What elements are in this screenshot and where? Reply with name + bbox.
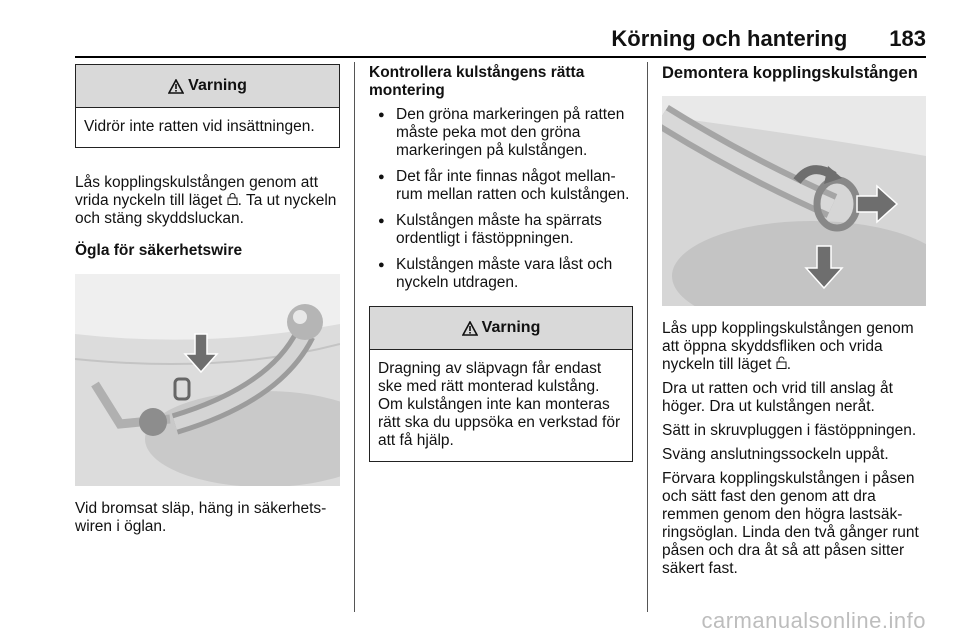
list-item: ● Kulstången måste vara låst och nyckeln utdragen.: [369, 256, 633, 292]
page-header: [611, 26, 926, 52]
column-1: [75, 64, 340, 536]
column-3: [662, 64, 926, 578]
list-item: ● Det får inte finnas något mellan-rum mellan ratten och kulstången.: [369, 168, 633, 204]
page-number: 183: [889, 26, 926, 51]
column-2: [369, 64, 633, 462]
lock-paragraph: Lås kopplingskulstången genom att vrida nyckeln till läget . Ta ut nyckeln och stäng skyddsluckan.: [75, 174, 337, 227]
warning-text: Vidrör inte ratten vid insättningen.: [84, 118, 315, 135]
column-divider-2: [647, 62, 648, 612]
safety-wire-illustration: [75, 274, 340, 486]
safety-wire-caption: Vid bromsat släp, häng in säkerhets-wiren i öglan.: [75, 500, 327, 535]
warning-box-1: [75, 64, 340, 148]
section-heading-remove: Demontera kopplingskulstången: [662, 64, 918, 82]
step-paragraph: Dra ut ratten och vrid till anslag åt höger. Dra ut kulstången neråt.: [662, 380, 893, 415]
watermark: carmanualsonline.info: [701, 608, 926, 633]
warning-box-2: [369, 306, 633, 462]
section-heading-check-mounting: Kontrollera kulstångens rätta montering: [369, 64, 585, 99]
warning-header: [76, 65, 339, 108]
storage-paragraph: Förvara kopplingskulstången i påsen och sätt fast den genom att dra remmen genom den högra lastsäk-ringsöglan. Linda den två gånger runt påsen och dra åt så att påsen sitter säkert fast.: [662, 470, 919, 577]
warning-triangle-icon: [462, 321, 478, 336]
section-heading-safety-wire: Ögla för säkerhetswire: [75, 242, 243, 259]
check-list: [369, 106, 633, 292]
header-title: Körning och hantering: [611, 26, 848, 51]
lock-closed-icon: [227, 192, 238, 210]
list-item: ● Kulstången måste ha spärrats ordentligt i fästöppningen.: [369, 212, 633, 248]
list-item: ● Den gröna markeringen på ratten måste peka mot den gröna markeringen på kulstången.: [369, 106, 633, 160]
unlock-paragraph: Lås upp kopplingskulstången genom att öppna skyddsfliken och vrida nyckeln till läget .: [662, 320, 914, 373]
header-rule: [75, 56, 926, 58]
warning-title: Varning: [481, 319, 541, 336]
removal-illustration: [662, 96, 926, 306]
step-paragraph: Sätt in skruvpluggen i fästöppningen.: [662, 422, 917, 439]
lock-open-icon: [776, 356, 787, 374]
warning-text: Dragning av släpvagn får endast ske med rätt monterad kulstång. Om kulstången inte kan monteras rätt ska du uppsöka en verkstad för att få hjälp.: [378, 360, 621, 449]
warning-header: [370, 307, 632, 350]
warning-triangle-icon: [168, 79, 184, 94]
column-divider-1: [354, 62, 355, 612]
step-paragraph: Sväng anslutningssockeln uppåt.: [662, 446, 889, 463]
warning-title: Varning: [188, 77, 247, 94]
